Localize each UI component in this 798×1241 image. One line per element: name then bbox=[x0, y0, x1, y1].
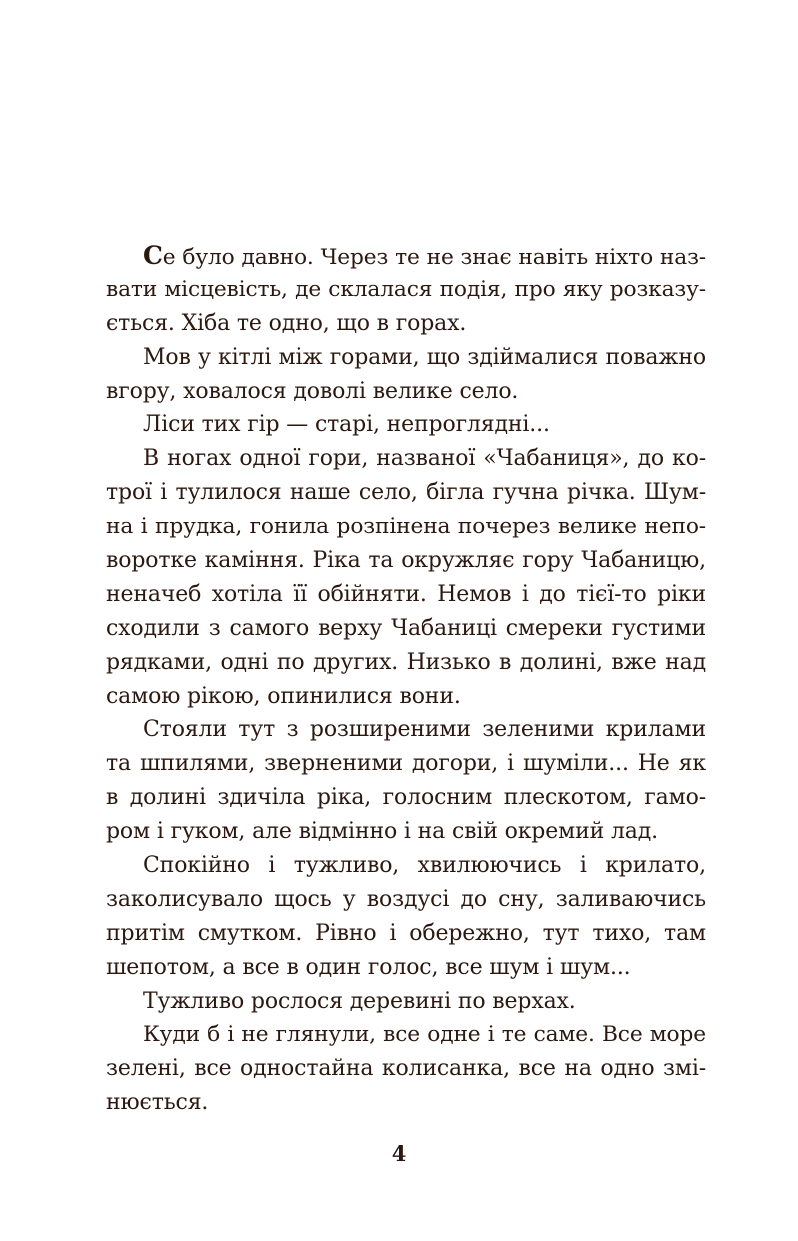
text-line-content: ром і гуком, але відмінно і на свій окремий лад. bbox=[106, 819, 658, 845]
text-line-content: Тужливо рослося деревині по верхах. bbox=[143, 988, 576, 1014]
text-line-content: трої і тулилося наше село, бігла гучна річка. Шум- bbox=[106, 480, 706, 506]
text-line bbox=[106, 713, 706, 747]
text-line bbox=[106, 239, 706, 273]
text-line-content: заколисувало щось у воздусі до сну, заливаючись bbox=[106, 886, 706, 912]
body-text bbox=[106, 239, 706, 1120]
text-line bbox=[106, 375, 706, 409]
text-line bbox=[106, 442, 706, 476]
text-line-content: рядками, одні по других. Низько в долині, вже над bbox=[106, 649, 706, 675]
drop-cap: С bbox=[143, 241, 163, 270]
text-line-content: е було давно. Через те не знає навіть ніхто наз- bbox=[162, 245, 706, 270]
page-number: 4 bbox=[391, 1141, 407, 1166]
text-line bbox=[106, 544, 706, 578]
text-line-content: вгору, ховалося доволі велике село. bbox=[106, 378, 519, 404]
text-line-content: на і прудка, гонила розпінена почерез велике непо- bbox=[106, 514, 706, 540]
text-line bbox=[106, 849, 706, 883]
text-line-content: вати місцевість, де склалася подія, про яку розказу- bbox=[106, 276, 706, 302]
text-line-content: воротке каміння. Ріка та окружляє гору Чабаницю, bbox=[106, 548, 706, 574]
text-line bbox=[106, 781, 706, 815]
text-line bbox=[106, 1052, 706, 1086]
text-line-content: ється. Хіба те одно, що в горах. bbox=[106, 310, 467, 336]
text-line bbox=[106, 1086, 706, 1120]
text-line bbox=[106, 273, 706, 307]
text-line-content: сходили з самого верху Чабаниці смереки густими bbox=[106, 615, 706, 641]
text-line bbox=[106, 1018, 706, 1052]
text-line-content: та шпилями, зверненими догори, і шуміли... Не як bbox=[106, 751, 706, 777]
text-line bbox=[106, 747, 706, 781]
text-line-content: шепотом, а все в один голос, все шум і шум... bbox=[106, 954, 631, 980]
text-line bbox=[106, 883, 706, 917]
text-line-content: нюється. bbox=[106, 1090, 209, 1116]
text-line bbox=[106, 408, 706, 442]
text-line bbox=[106, 646, 706, 680]
text-line bbox=[106, 985, 706, 1019]
text-line bbox=[106, 680, 706, 714]
text-line bbox=[106, 578, 706, 612]
text-line-content: Спокійно і тужливо, хвилюючись і крилато, bbox=[143, 853, 706, 879]
text-line-content: в долині здичіла ріка, голосним плескотом, гамо- bbox=[106, 785, 706, 811]
text-line-content: Мов у кітлі між горами, що здіймалися поважно bbox=[143, 344, 706, 370]
text-line bbox=[106, 917, 706, 951]
text-line-content: притім смутком. Рівно і обережно, тут тихо, там bbox=[106, 920, 706, 946]
text-line bbox=[106, 341, 706, 375]
text-line-content: неначеб хотіла її обійняти. Немов і до тієї-то ріки bbox=[106, 581, 706, 607]
text-line bbox=[106, 307, 706, 341]
text-line-content: самою рікою, опинилися вони. bbox=[106, 683, 461, 709]
text-line bbox=[106, 476, 706, 510]
text-line bbox=[106, 815, 706, 849]
text-line bbox=[106, 510, 706, 544]
text-line-content: зелені, все одностайна колисанка, все на одно змі- bbox=[106, 1056, 706, 1082]
text-line bbox=[106, 951, 706, 985]
text-line-content: Ліси тих гір — старі, непроглядні... bbox=[143, 412, 550, 438]
text-line-content: Куди б і не глянули, все одне і те саме. Все море bbox=[143, 1022, 706, 1048]
text-line-content: Стояли тут з розширеними зеленими крилами bbox=[143, 717, 706, 743]
text-line-content: В ногах одної гори, названої «Чабаниця», до ко- bbox=[143, 446, 706, 472]
text-line bbox=[106, 612, 706, 646]
